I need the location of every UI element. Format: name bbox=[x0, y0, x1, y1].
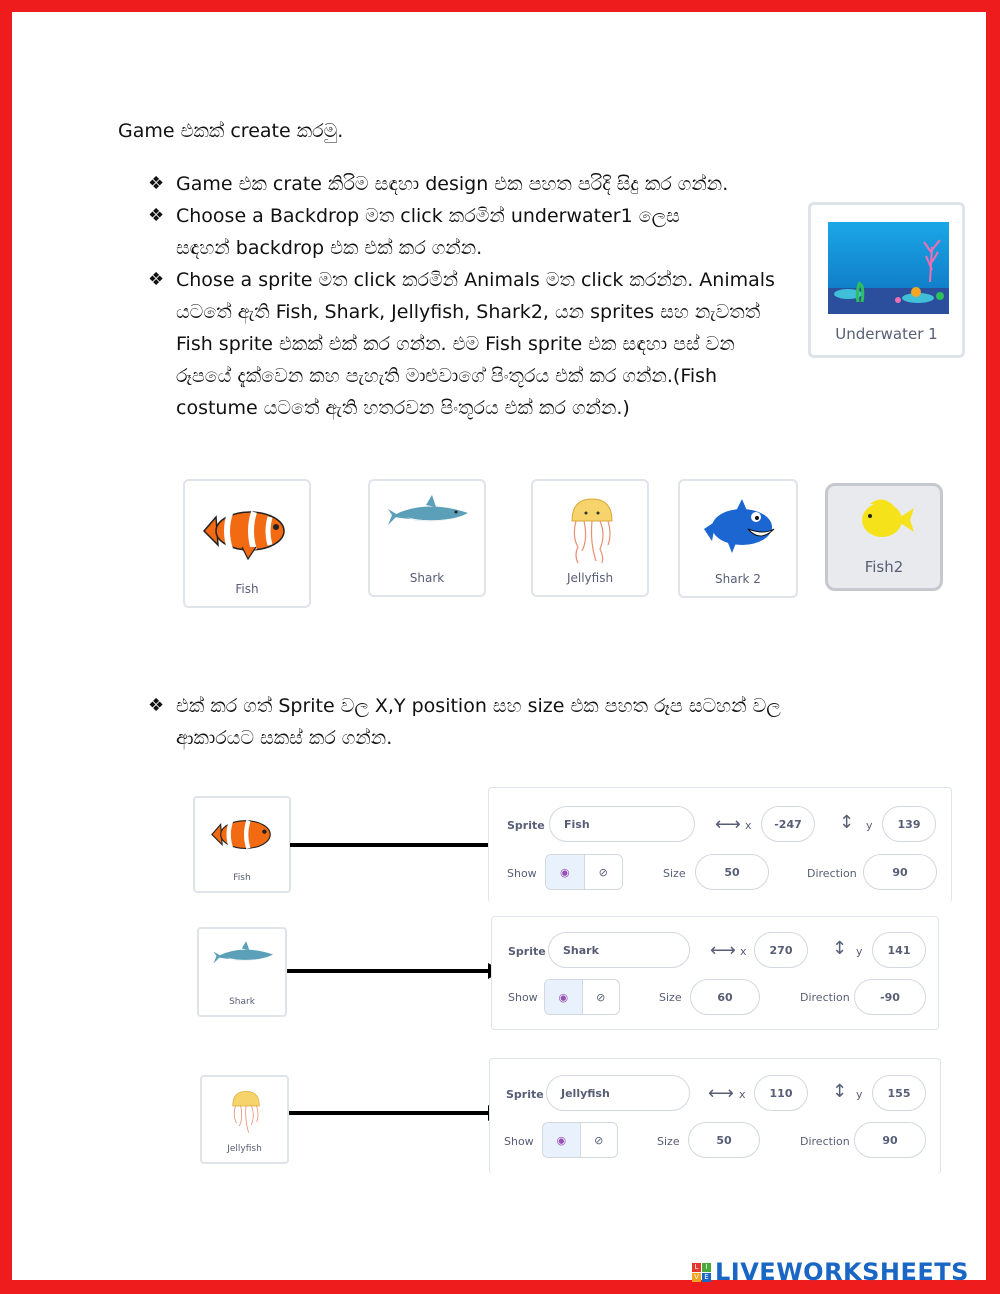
x-position-input[interactable]: -247 bbox=[761, 806, 815, 842]
size-label: Size bbox=[659, 991, 682, 1004]
size-input[interactable]: 60 bbox=[690, 979, 760, 1015]
sprite-thumb-fish bbox=[193, 796, 291, 893]
x-label: x bbox=[745, 819, 752, 832]
sprite-thumb-label: Fish bbox=[233, 873, 251, 883]
sprite-card-shark2 bbox=[678, 479, 798, 598]
eye-icon[interactable]: ◉ bbox=[543, 1123, 581, 1157]
show-label: Show bbox=[508, 991, 538, 1004]
bullet-icon: ❖ bbox=[148, 205, 165, 226]
sprite-info-panel-shark bbox=[491, 916, 939, 1030]
underwater-scene-image bbox=[828, 222, 949, 314]
backdrop-card-underwater bbox=[808, 202, 965, 358]
hidden-eye-icon[interactable]: ⊘ bbox=[598, 865, 608, 879]
sprite-card-shark bbox=[368, 479, 486, 597]
sprite-info-panel-fish bbox=[488, 787, 952, 903]
logo-letter: L bbox=[692, 1263, 701, 1272]
size-input[interactable]: 50 bbox=[688, 1122, 760, 1158]
instruction-text: Chose a sprite මත click කරමින් Animals මත click කරන්න. Animals යටතේ ඇති Fish, Shark, Jellyfish, Shark2, යන sprites සහ නැවතත් Fish sprite එකක් එක් කර ගන්න. එම Fish sprite එක සඳහා පස් වන රූපයේ දැක්වෙන කහ පැහැති මාළුවාගේ පිංතූරය එක් කර ගන්න.(Fish costume යටතේ ඇති හතරවන පිංතූරය එක් කර ගන්න.) bbox=[176, 269, 775, 419]
sprite-card-fish bbox=[183, 479, 311, 608]
liveworksheets-logo bbox=[692, 1258, 969, 1286]
y-arrows-icon: ↕ bbox=[832, 938, 848, 959]
instruction-list bbox=[148, 168, 798, 424]
sprite-label-text: Sprite bbox=[507, 819, 545, 832]
direction-input[interactable]: -90 bbox=[854, 979, 926, 1015]
y-label: y bbox=[856, 1088, 863, 1101]
logo-letter: E bbox=[702, 1273, 711, 1282]
sprite-label: Shark bbox=[409, 571, 445, 585]
visibility-toggle bbox=[545, 854, 623, 890]
instruction-text: Game එක crate කිරිම සඳහා design එක පහත පරිදි සිදු කර ගන්න. bbox=[176, 173, 729, 195]
jellyfish-icon bbox=[226, 1087, 266, 1137]
x-arrows-icon: ⟷ bbox=[710, 940, 736, 961]
logo-wordmark: LIVEWORKSHEETS bbox=[715, 1258, 969, 1286]
visibility-toggle bbox=[542, 1122, 618, 1158]
sprite-label: Fish2 bbox=[864, 558, 904, 576]
bullet-icon: ❖ bbox=[148, 173, 165, 194]
y-label: y bbox=[856, 945, 863, 958]
page-heading: Game එකක් create කරමු. bbox=[118, 120, 344, 142]
x-position-input[interactable]: 270 bbox=[754, 932, 808, 968]
clownfish-icon bbox=[200, 503, 296, 563]
instruction-item bbox=[148, 200, 788, 264]
y-position-input[interactable]: 139 bbox=[882, 806, 936, 842]
eye-icon[interactable]: ◉ bbox=[545, 980, 583, 1014]
y-position-input[interactable]: 155 bbox=[872, 1075, 926, 1111]
logo-letter: I bbox=[702, 1263, 711, 1272]
bullet-icon: ❖ bbox=[148, 695, 165, 716]
size-input[interactable]: 50 bbox=[695, 854, 769, 890]
shark-icon bbox=[386, 495, 472, 535]
instruction-item bbox=[148, 264, 788, 424]
arrow-icon bbox=[289, 1111, 490, 1115]
x-label: x bbox=[740, 945, 747, 958]
hidden-eye-icon[interactable]: ⊘ bbox=[594, 1133, 604, 1147]
direction-label: Direction bbox=[800, 1135, 850, 1148]
x-arrows-icon: ⟷ bbox=[715, 814, 741, 835]
eye-icon[interactable]: ◉ bbox=[546, 855, 585, 889]
sprite-thumb-label: Jellyfish bbox=[227, 1144, 262, 1154]
hidden-eye-icon[interactable]: ⊘ bbox=[596, 990, 606, 1004]
sprite-info-panel-jellyfish bbox=[489, 1058, 941, 1174]
size-label: Size bbox=[663, 867, 686, 880]
sprite-thumb-shark bbox=[197, 927, 287, 1017]
y-label: y bbox=[866, 819, 873, 832]
sprite-card-fish2 bbox=[825, 483, 943, 591]
direction-input[interactable]: 90 bbox=[854, 1122, 926, 1158]
bullet-icon: ❖ bbox=[148, 269, 165, 290]
direction-label: Direction bbox=[807, 867, 857, 880]
show-label: Show bbox=[504, 1135, 534, 1148]
sprite-thumb-jellyfish bbox=[200, 1075, 289, 1164]
yellow-fish-icon bbox=[856, 496, 916, 544]
sprite-card-jellyfish bbox=[531, 479, 649, 597]
x-position-input[interactable]: 110 bbox=[754, 1075, 808, 1111]
instruction-text: එක් කර ගත් Sprite වල X,Y position සහ size එක පහත රූප සටහන් වල ආකාරයට සකස් කර ගන්න. bbox=[176, 695, 781, 749]
x-label: x bbox=[739, 1088, 746, 1101]
jellyfish-icon bbox=[562, 495, 622, 565]
visibility-toggle bbox=[544, 979, 620, 1015]
sprite-label: Shark 2 bbox=[715, 572, 761, 586]
sprite-thumb-label: Shark bbox=[229, 997, 255, 1007]
instruction-text: Choose a Backdrop මත click කරමින් underwater1 ලෙස සඳහන් backdrop එක එක් කර ගන්න. bbox=[176, 205, 680, 259]
show-label: Show bbox=[507, 867, 537, 880]
sprite-label-text: Sprite bbox=[506, 1088, 544, 1101]
direction-input[interactable]: 90 bbox=[863, 854, 937, 890]
direction-label: Direction bbox=[800, 991, 850, 1004]
arrow-icon bbox=[287, 969, 490, 973]
sprite-label: Fish bbox=[235, 582, 259, 596]
sprite-name-input[interactable]: Fish bbox=[549, 806, 695, 842]
logo-mark-icon bbox=[692, 1263, 711, 1282]
shark-icon bbox=[212, 941, 276, 971]
sprite-name-input[interactable]: Jellyfish bbox=[546, 1075, 690, 1111]
y-arrows-icon: ↕ bbox=[839, 812, 855, 833]
sprite-label-text: Sprite bbox=[508, 945, 546, 958]
x-arrows-icon: ⟷ bbox=[708, 1083, 734, 1104]
arrow-icon bbox=[290, 843, 495, 847]
backdrop-label: Underwater 1 bbox=[835, 325, 938, 343]
instruction-item bbox=[148, 168, 798, 200]
cartoon-shark-icon bbox=[702, 499, 778, 555]
instruction-item-position bbox=[148, 690, 828, 754]
size-label: Size bbox=[657, 1135, 680, 1148]
y-position-input[interactable]: 141 bbox=[872, 932, 926, 968]
sprite-name-input[interactable]: Shark bbox=[548, 932, 690, 968]
y-arrows-icon: ↕ bbox=[832, 1081, 848, 1102]
sprite-label: Jellyfish bbox=[566, 571, 614, 585]
logo-letter: V bbox=[692, 1273, 701, 1282]
clownfish-icon bbox=[209, 814, 279, 858]
